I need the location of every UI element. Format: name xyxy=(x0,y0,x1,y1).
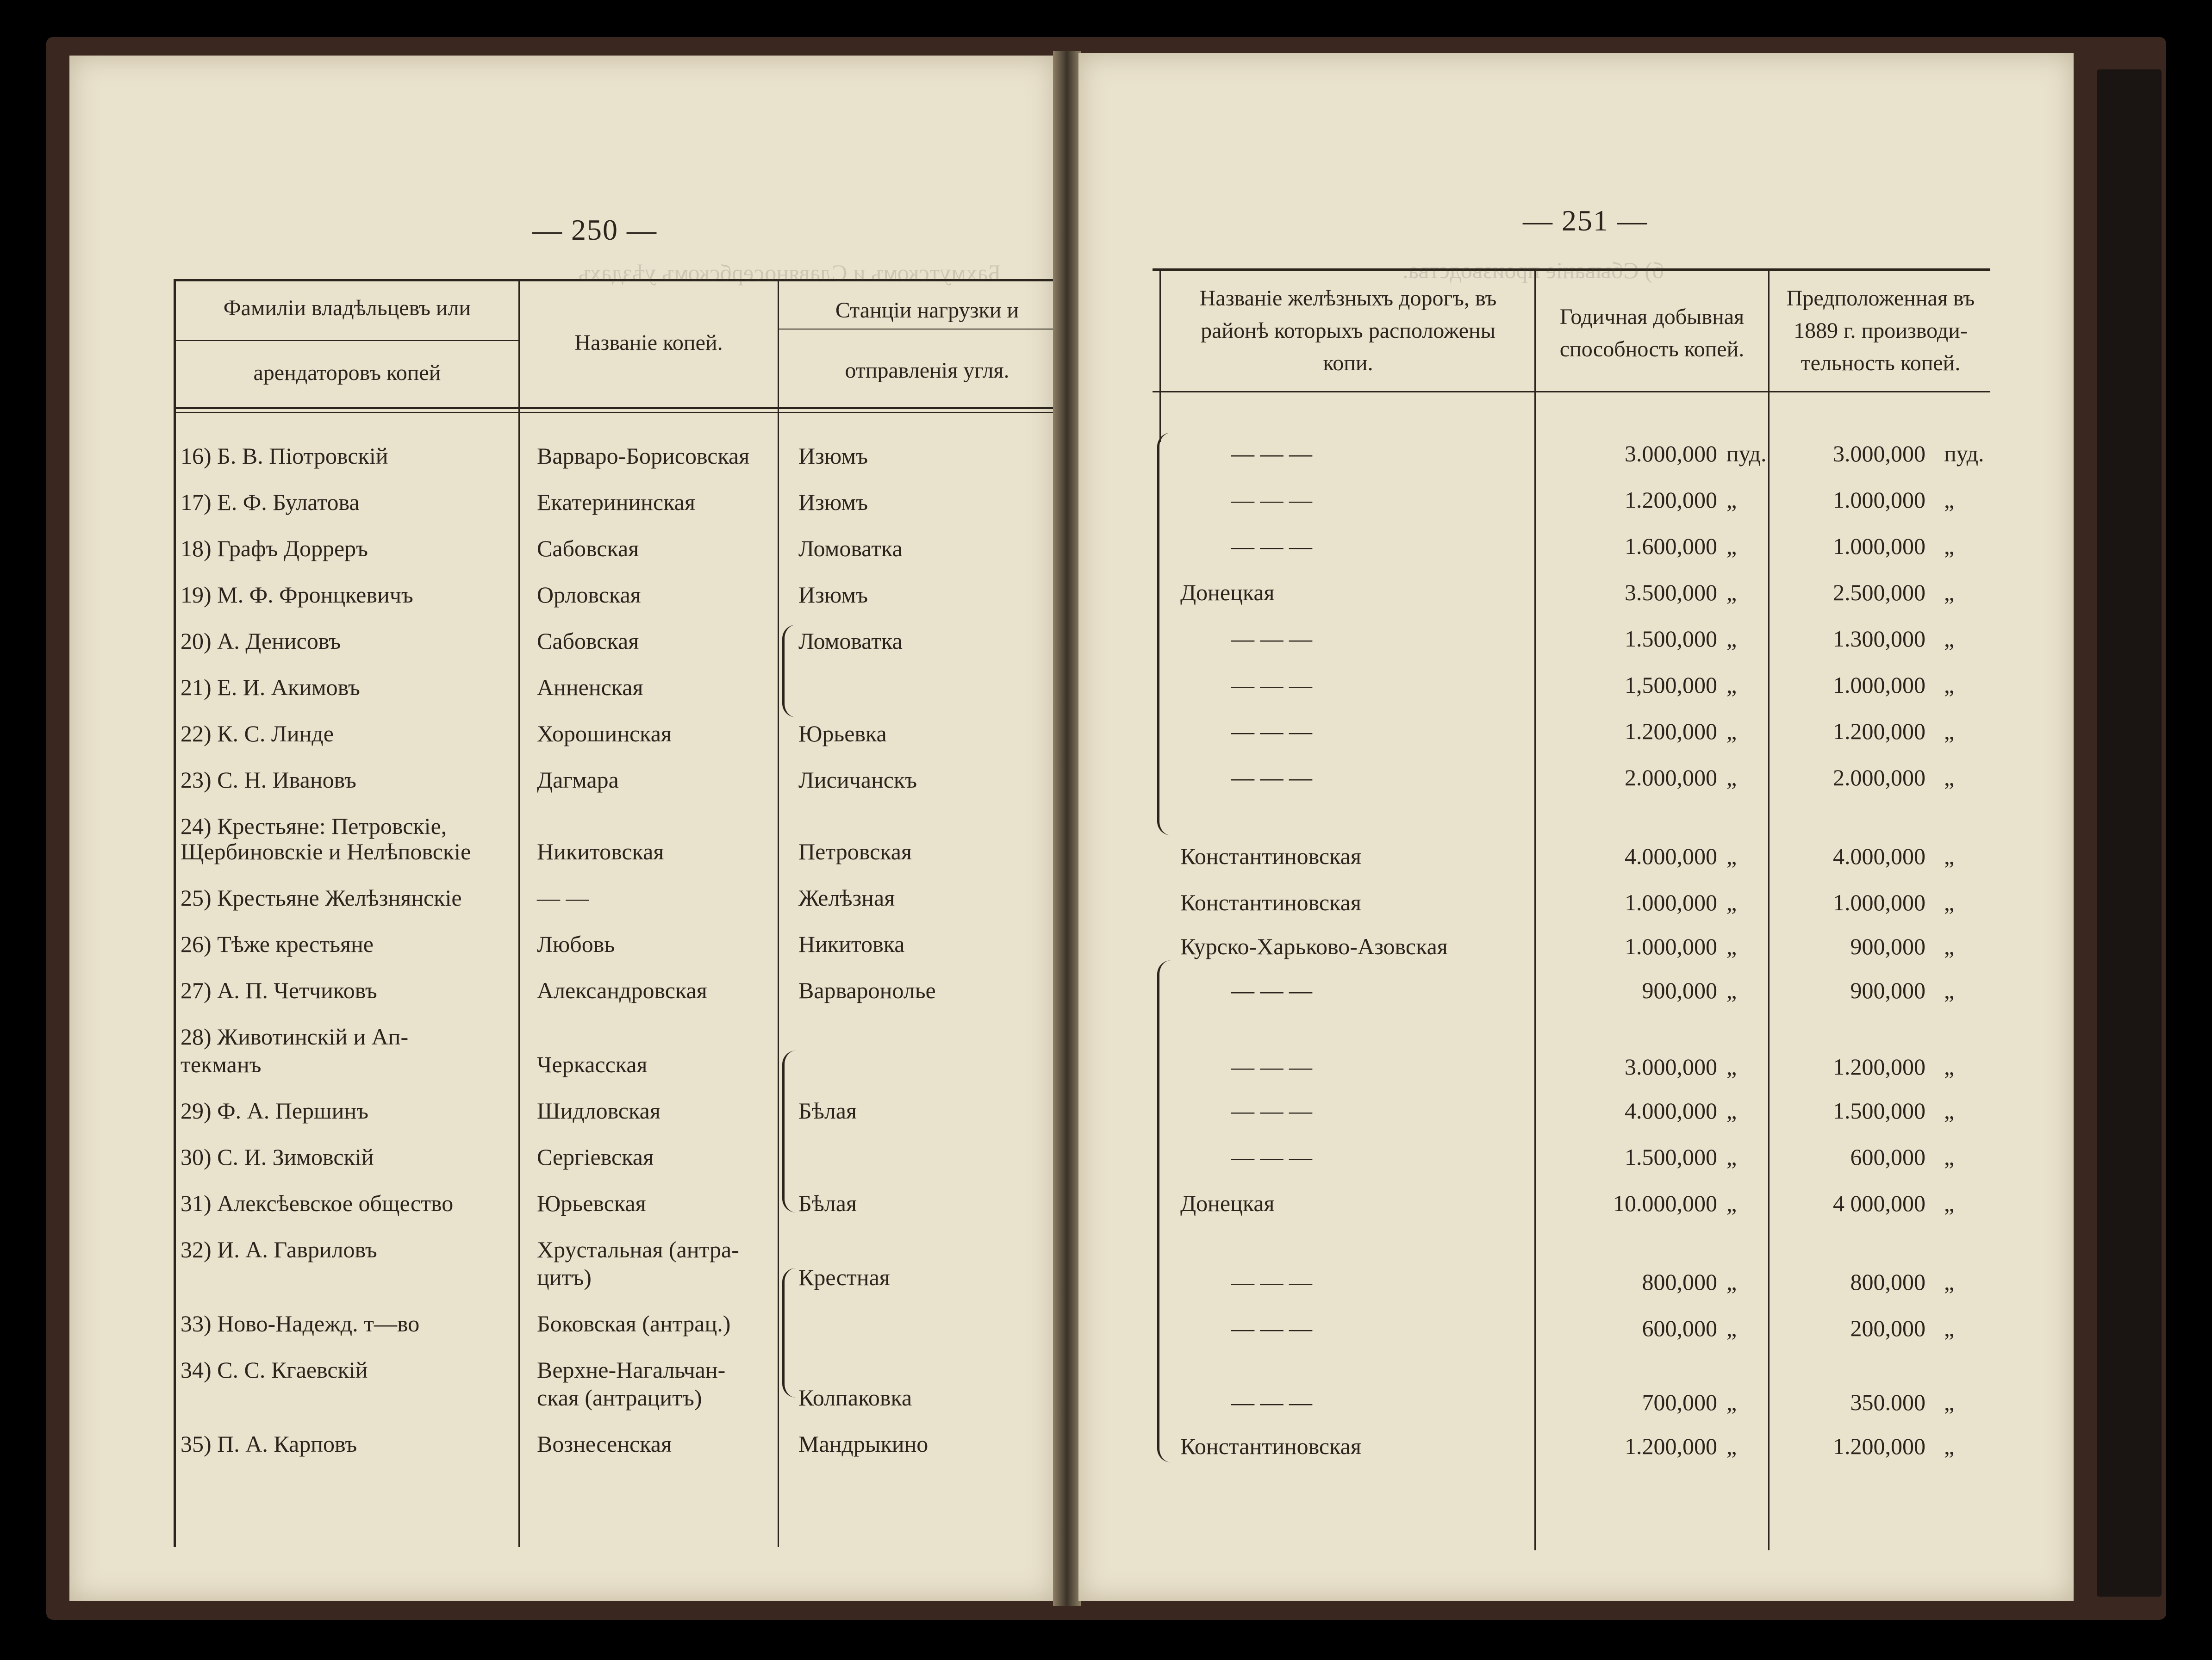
unit-mark: „ xyxy=(1726,718,1737,744)
owner-name: 26) Тѣже крестьяне xyxy=(181,931,374,957)
railway-name: — — — xyxy=(1231,977,1312,1003)
unit-mark: „ xyxy=(1944,1389,1955,1415)
planned-value: 350.000 xyxy=(1850,1389,1925,1415)
unit-mark: „ xyxy=(1944,889,1955,915)
header-capacity-line1: Годичная добывная xyxy=(1559,305,1745,329)
mine-name: Любовь xyxy=(537,931,615,957)
station-name: Мандрыкино xyxy=(798,1431,928,1457)
owner-name: 24) Крестьяне: Петровскіе, xyxy=(181,813,447,839)
mine-name: Шидловская xyxy=(537,1098,660,1124)
unit-mark: „ xyxy=(1726,672,1737,698)
capacity-value: 2.000,000 xyxy=(1625,765,1717,790)
railway-name: — — — xyxy=(1231,672,1312,698)
mine-name: цитъ) xyxy=(537,1264,592,1290)
unit-mark: пуд. xyxy=(1944,441,1984,466)
mine-name: Екатерининская xyxy=(537,489,695,515)
brace-donetskaya-1 xyxy=(1157,433,1172,835)
header-left-rule xyxy=(1159,268,1161,442)
railway-name: — — — xyxy=(1231,626,1312,652)
planned-value: 200,000 xyxy=(1850,1315,1925,1341)
header-railway-line1: Названіе желѣзныхъ дорогъ, въ xyxy=(1199,286,1497,311)
header-railway-line2: районѣ которыхъ расположены xyxy=(1201,318,1495,343)
unit-mark: „ xyxy=(1944,1433,1955,1459)
table-top-rule xyxy=(1153,268,1990,271)
unit-mark: „ xyxy=(1726,1389,1737,1415)
station-name: Юрьевка xyxy=(798,721,887,746)
unit-mark: „ xyxy=(1726,1190,1737,1216)
mine-name: Александровская xyxy=(537,977,707,1003)
unit-mark: „ xyxy=(1944,1315,1955,1341)
page-number: — 251 — xyxy=(1523,204,1648,237)
capacity-value: 800,000 xyxy=(1642,1269,1717,1295)
mine-name: Анненская xyxy=(537,674,643,700)
unit-mark: „ xyxy=(1944,1269,1955,1295)
railway-name: Донецкая xyxy=(1180,1190,1275,1216)
planned-value: 1.200,000 xyxy=(1833,718,1925,744)
unit-mark: „ xyxy=(1726,843,1737,869)
planned-value: 2.500,000 xyxy=(1833,579,1925,605)
mine-name: ская (антрацитъ) xyxy=(537,1385,702,1411)
owner-name: 19) М. Ф. Фронцкевичъ xyxy=(181,582,413,608)
planned-value: 4 000,000 xyxy=(1833,1190,1925,1216)
railway-name: Константиновская xyxy=(1180,843,1361,869)
capacity-value: 3.000,000 xyxy=(1625,441,1717,466)
planned-value: 1.000,000 xyxy=(1833,533,1925,559)
owner-name: 35) П. А. Карповъ xyxy=(181,1431,357,1457)
owner-name: 27) А. П. Четчиковъ xyxy=(181,977,377,1003)
unit-mark: „ xyxy=(1726,487,1737,513)
owner-name: 25) Крестьяне Желѣзнянскіе xyxy=(181,885,462,911)
owner-name: 29) Ф. А. Першинъ xyxy=(181,1098,368,1124)
unit-mark: „ xyxy=(1944,1190,1955,1216)
owner-name: 16) Б. В. Піотровскій xyxy=(181,443,388,469)
railway-name: Курско-Харьково-Азовская xyxy=(1180,933,1448,959)
station-name: Никитовка xyxy=(798,931,905,957)
railway-name: — — — xyxy=(1231,1315,1312,1341)
unit-mark: „ xyxy=(1726,1269,1737,1295)
station-name: Бѣлая xyxy=(798,1190,857,1216)
unit-mark: „ xyxy=(1726,533,1737,559)
unit-mark: „ xyxy=(1726,1098,1737,1124)
unit-mark: „ xyxy=(1726,977,1737,1003)
capacity-value: 1,500,000 xyxy=(1625,672,1717,698)
railway-name: Константиновская xyxy=(1180,889,1361,915)
header-bottom-rule-2 xyxy=(174,412,1076,413)
mine-name: Сергіевская xyxy=(537,1144,654,1170)
header-railway-line3: копи. xyxy=(1323,351,1373,375)
unit-mark: „ xyxy=(1726,889,1737,915)
owner-name: текманъ xyxy=(181,1051,262,1077)
railway-name: Константиновская xyxy=(1180,1433,1361,1459)
planned-value: 1.000,000 xyxy=(1833,889,1925,915)
owner-name: 21) Е. И. Акимовъ xyxy=(181,674,360,700)
header-inner-rule xyxy=(174,340,518,341)
brace-lomovatka xyxy=(782,625,798,717)
col-divider-1 xyxy=(1534,268,1536,1550)
owner-name: Щербиновскіе и Нелѣповскіе xyxy=(181,839,471,864)
owner-name: 32) И. А. Гавриловъ xyxy=(181,1237,377,1262)
capacity-value: 10.000,000 xyxy=(1613,1190,1717,1216)
mine-name: Орловская xyxy=(537,582,641,608)
page-block-edge xyxy=(2097,69,2162,1597)
station-name: Колпаковка xyxy=(798,1385,912,1411)
mine-name: Никитовская xyxy=(537,839,664,864)
bleed-through-text: Бахмутскомъ и Славяносербскомъ уѣздахъ xyxy=(579,260,1001,286)
railway-name: — — — xyxy=(1231,1098,1312,1124)
mine-name: Дагмара xyxy=(537,767,619,793)
bleed-through-text: б) Сбываніе производства. xyxy=(1402,257,1664,283)
planned-value: 900,000 xyxy=(1850,977,1925,1003)
station-name: Лисичанскъ xyxy=(798,767,917,793)
railway-name: — — — xyxy=(1231,533,1312,559)
railway-name: — — — xyxy=(1231,1054,1312,1080)
owner-name: 34) С. С. Кгаевскій xyxy=(181,1357,368,1383)
unit-mark: „ xyxy=(1944,1098,1955,1124)
page-number: — 250 — xyxy=(532,213,657,246)
planned-value: 600,000 xyxy=(1850,1144,1925,1170)
station-name: Бѣлая xyxy=(798,1098,857,1124)
unit-mark: „ xyxy=(1944,626,1955,652)
right-page xyxy=(1078,53,2074,1601)
planned-value: 1.300,000 xyxy=(1833,626,1925,652)
planned-value: 4.000,000 xyxy=(1833,843,1925,869)
unit-mark: „ xyxy=(1944,672,1955,698)
unit-mark: „ xyxy=(1944,765,1955,790)
station-name: Варваронолье xyxy=(798,977,936,1003)
capacity-value: 1.000,000 xyxy=(1625,889,1717,915)
mine-name: Юрьевская xyxy=(537,1190,646,1216)
station-name: Изюмъ xyxy=(798,489,868,515)
col-divider-2 xyxy=(1768,268,1770,1550)
header-mine-name: Названіе копей. xyxy=(574,330,723,355)
owner-name: 31) Алексѣевское общество xyxy=(181,1190,454,1216)
owner-name: 18) Графъ Дорреръ xyxy=(181,535,368,561)
header-bottom-rule xyxy=(1153,391,1990,392)
unit-mark: „ xyxy=(1726,1315,1737,1341)
capacity-value: 3.500,000 xyxy=(1625,579,1717,605)
railway-name: — — — xyxy=(1231,1144,1312,1170)
mine-name: Боковская (антрац.) xyxy=(537,1311,731,1337)
railway-name: — — — xyxy=(1231,487,1312,513)
mine-name: Варваро-Борисовская xyxy=(537,443,750,469)
header-station-line1: Станціи нагрузки и xyxy=(835,298,1019,323)
mine-name: Верхне-Нагальчан- xyxy=(537,1357,726,1383)
capacity-value: 4.000,000 xyxy=(1625,1098,1717,1124)
planned-value: 1.200,000 xyxy=(1833,1433,1925,1459)
capacity-value: 1.500,000 xyxy=(1625,626,1717,652)
station-name: Ломоватка xyxy=(798,628,903,654)
owner-name: 22) К. С. Линде xyxy=(181,721,334,746)
planned-value: 1.200,000 xyxy=(1833,1054,1925,1080)
capacity-value: 3.000,000 xyxy=(1625,1054,1717,1080)
unit-mark: „ xyxy=(1944,1144,1955,1170)
col-divider-2 xyxy=(778,279,779,1547)
unit-mark: „ xyxy=(1944,487,1955,513)
table-top-rule xyxy=(174,279,1076,281)
capacity-value: 1.500,000 xyxy=(1625,1144,1717,1170)
header-station-line2: отправленія угля. xyxy=(845,358,1009,383)
station-name: Петровская xyxy=(798,839,912,864)
planned-value: 2.000,000 xyxy=(1833,765,1925,790)
capacity-value: 1.600,000 xyxy=(1625,533,1717,559)
planned-value: 800,000 xyxy=(1850,1269,1925,1295)
brace-krestnaya xyxy=(782,1268,798,1398)
unit-mark: „ xyxy=(1944,718,1955,744)
col-divider-1 xyxy=(518,279,520,1547)
planned-value: 900,000 xyxy=(1850,933,1925,959)
planned-value: 1.000,000 xyxy=(1833,487,1925,513)
mine-name: Сабовская xyxy=(537,628,639,654)
header-capacity-line2: способность копей. xyxy=(1559,337,1745,361)
header-owners-line2: арендаторовъ копей xyxy=(253,361,441,385)
owner-name: 33) Ново-Надежд. т—во xyxy=(181,1311,420,1337)
railway-name: — — — xyxy=(1231,765,1312,790)
capacity-value: 1.200,000 xyxy=(1625,718,1717,744)
station-name: Крестная xyxy=(798,1264,890,1290)
station-name: Изюмъ xyxy=(798,582,868,608)
header-owners-line1: Фамиліи владѣльцевъ или xyxy=(223,296,471,320)
owner-name: 17) Е. Ф. Булатова xyxy=(181,489,360,515)
header-planned-line1: Предположенная въ xyxy=(1786,286,1975,311)
owner-name: 28) Животинскій и Ап- xyxy=(181,1024,409,1050)
railway-name: — — — xyxy=(1231,1389,1312,1415)
planned-value: 3.000,000 xyxy=(1833,441,1925,466)
capacity-value: 1.200,000 xyxy=(1625,487,1717,513)
book-gutter xyxy=(1053,51,1081,1606)
railway-name: — — — xyxy=(1231,718,1312,744)
planned-value: 1.000,000 xyxy=(1833,672,1925,698)
railway-name: — — — xyxy=(1231,441,1312,466)
left-page xyxy=(69,56,1055,1601)
mine-name: Хрустальная (антра- xyxy=(537,1237,739,1262)
planned-value: 1.500,000 xyxy=(1833,1098,1925,1124)
mine-name: — — xyxy=(537,885,589,911)
header-bottom-rule xyxy=(174,407,1076,409)
unit-mark: „ xyxy=(1944,579,1955,605)
unit-mark: „ xyxy=(1944,533,1955,559)
brace-belaya xyxy=(782,1051,798,1212)
capacity-value: 900,000 xyxy=(1642,977,1717,1003)
unit-mark: „ xyxy=(1944,977,1955,1003)
capacity-value: 4.000,000 xyxy=(1625,843,1717,869)
header-planned-line2: 1889 г. производи- xyxy=(1794,318,1968,343)
unit-mark: „ xyxy=(1726,765,1737,790)
unit-mark: „ xyxy=(1726,579,1737,605)
mine-name: Хорошинская xyxy=(537,721,672,746)
header-planned-line3: тельность копей. xyxy=(1801,351,1961,375)
unit-mark: „ xyxy=(1726,1433,1737,1459)
station-name: Изюмъ xyxy=(798,443,868,469)
unit-mark: „ xyxy=(1726,1144,1737,1170)
unit-mark: „ xyxy=(1944,933,1955,959)
unit-mark: „ xyxy=(1726,626,1737,652)
unit-mark: „ xyxy=(1726,1054,1737,1080)
capacity-value: 1.000,000 xyxy=(1625,933,1717,959)
station-name: Желѣзная xyxy=(798,885,895,911)
unit-mark: „ xyxy=(1944,843,1955,869)
mine-name: Черкасская xyxy=(537,1051,648,1077)
owner-name: 20) А. Денисовъ xyxy=(181,628,341,654)
mine-name: Вознесенская xyxy=(537,1431,672,1457)
unit-mark: пуд. xyxy=(1726,441,1767,466)
table-left-rule xyxy=(174,279,176,1547)
unit-mark: „ xyxy=(1944,1054,1955,1080)
owner-name: 23) С. Н. Ивановъ xyxy=(181,767,356,793)
capacity-value: 1.200,000 xyxy=(1625,1433,1717,1459)
railway-name: — — — xyxy=(1231,1269,1312,1295)
station-name: Ломоватка xyxy=(798,535,903,561)
brace-donetskaya-2 xyxy=(1157,960,1172,1462)
unit-mark: „ xyxy=(1726,933,1737,959)
railway-name: Донецкая xyxy=(1180,579,1275,605)
owner-name: 30) С. И. Зимовскій xyxy=(181,1144,374,1170)
capacity-value: 700,000 xyxy=(1642,1389,1717,1415)
capacity-value: 600,000 xyxy=(1642,1315,1717,1341)
mine-name: Сабовская xyxy=(537,535,639,561)
